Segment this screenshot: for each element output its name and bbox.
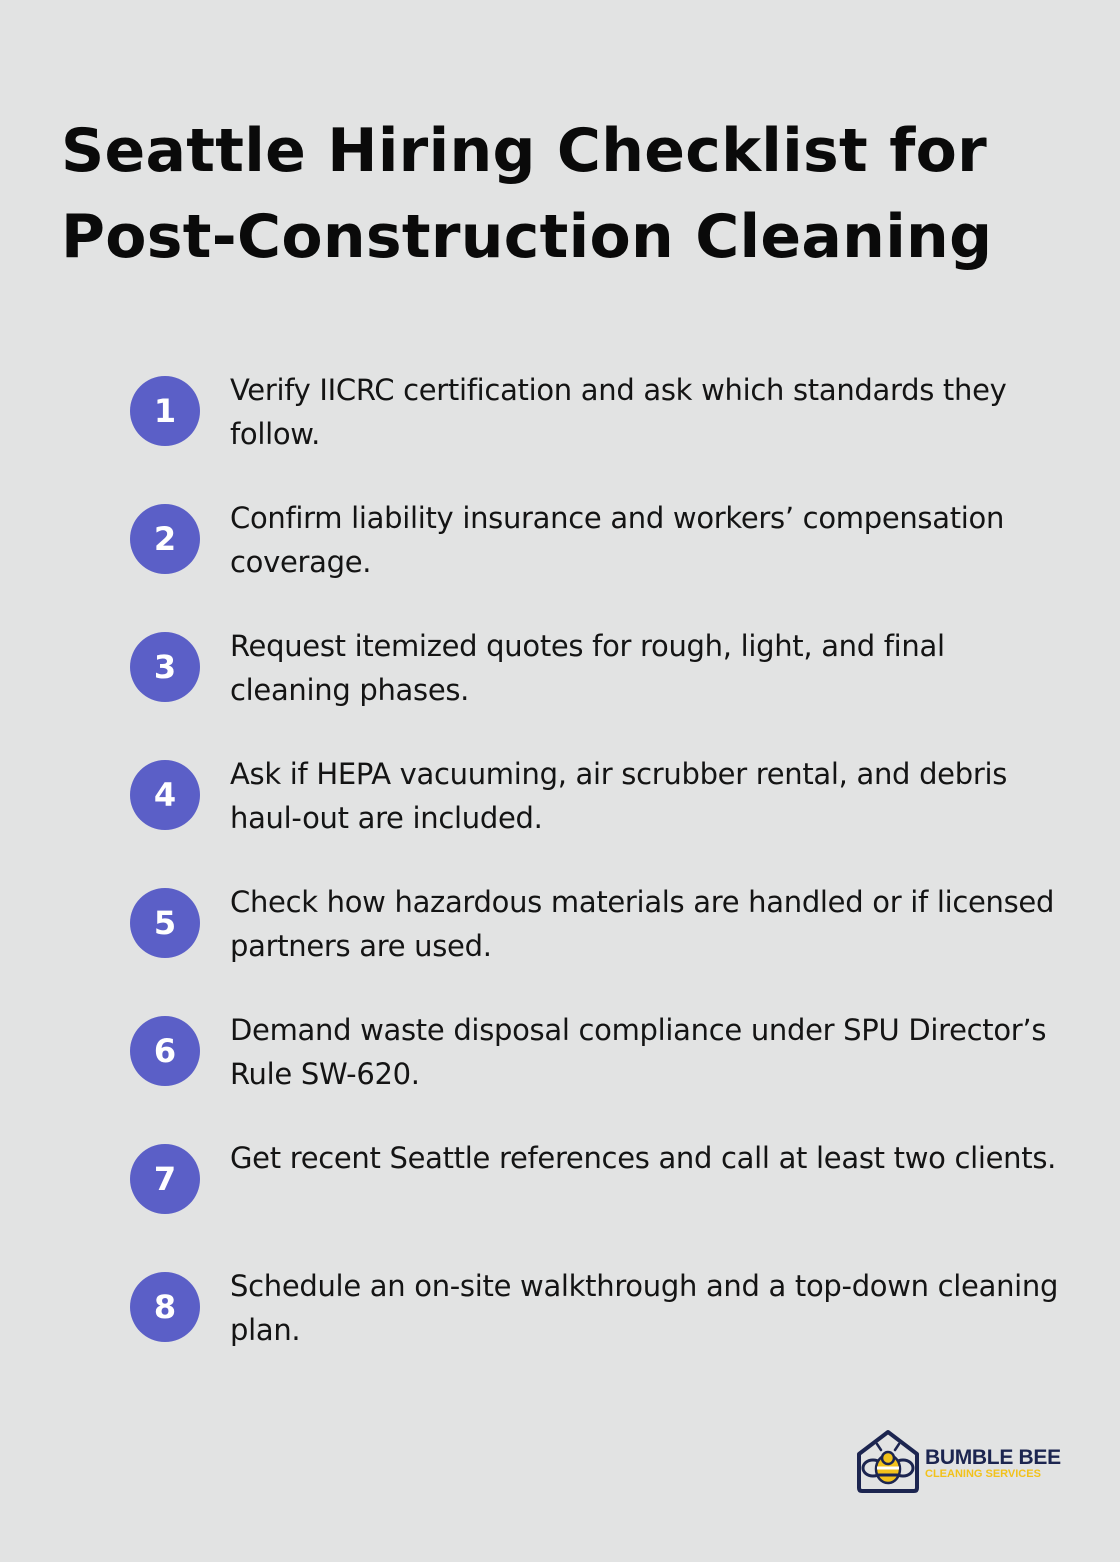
- checklist-item: [130, 880, 1070, 1008]
- step-number-badge: 5: [130, 888, 200, 958]
- hiring-checklist: [130, 368, 1070, 1392]
- checklist-item-text: Request itemized quotes for rough, light, and final cleaning phases.: [230, 629, 945, 707]
- step-number-badge: 3: [130, 632, 200, 702]
- bee-house-icon: [853, 1428, 923, 1498]
- page-title: Seattle Hiring Checklist for Post-Construction Cleaning: [61, 116, 993, 272]
- checklist-item: [130, 1264, 1070, 1392]
- checklist-item: [130, 1136, 1070, 1264]
- checklist-item: [130, 624, 1070, 752]
- checklist-item-text: Verify IICRC certification and ask which standards they follow.: [230, 373, 1007, 451]
- checklist-item-text: Ask if HEPA vacuuming, air scrubber rental, and debris haul-out are included.: [230, 757, 1008, 835]
- checklist-item: [130, 368, 1070, 496]
- step-number-badge: 4: [130, 760, 200, 830]
- checklist-item-text: Check how hazardous materials are handled or if licensed partners are used.: [230, 885, 1055, 963]
- checklist-item-text: Get recent Seattle references and call at least two clients.: [230, 1141, 1057, 1175]
- brand-logo: [853, 1428, 1061, 1498]
- checklist-item-text: Confirm liability insurance and workers’ compensation coverage.: [230, 501, 1005, 579]
- step-number-badge: 2: [130, 504, 200, 574]
- logo-subtitle: CLEANING SERVICES: [925, 1467, 1041, 1480]
- checklist-item: [130, 752, 1070, 880]
- step-number-badge: 6: [130, 1016, 200, 1086]
- checklist-item-text: Schedule an on-site walkthrough and a top-down cleaning plan.: [230, 1269, 1059, 1347]
- step-number-badge: 7: [130, 1144, 200, 1214]
- checklist-item-text: Demand waste disposal compliance under SPU Director’s Rule SW-620.: [230, 1013, 1047, 1091]
- checklist-item: [130, 1008, 1070, 1136]
- step-number-badge: 1: [130, 376, 200, 446]
- logo-name: BUMBLE BEE: [925, 1445, 1061, 1469]
- step-number-badge: 8: [130, 1272, 200, 1342]
- checklist-item: [130, 496, 1070, 624]
